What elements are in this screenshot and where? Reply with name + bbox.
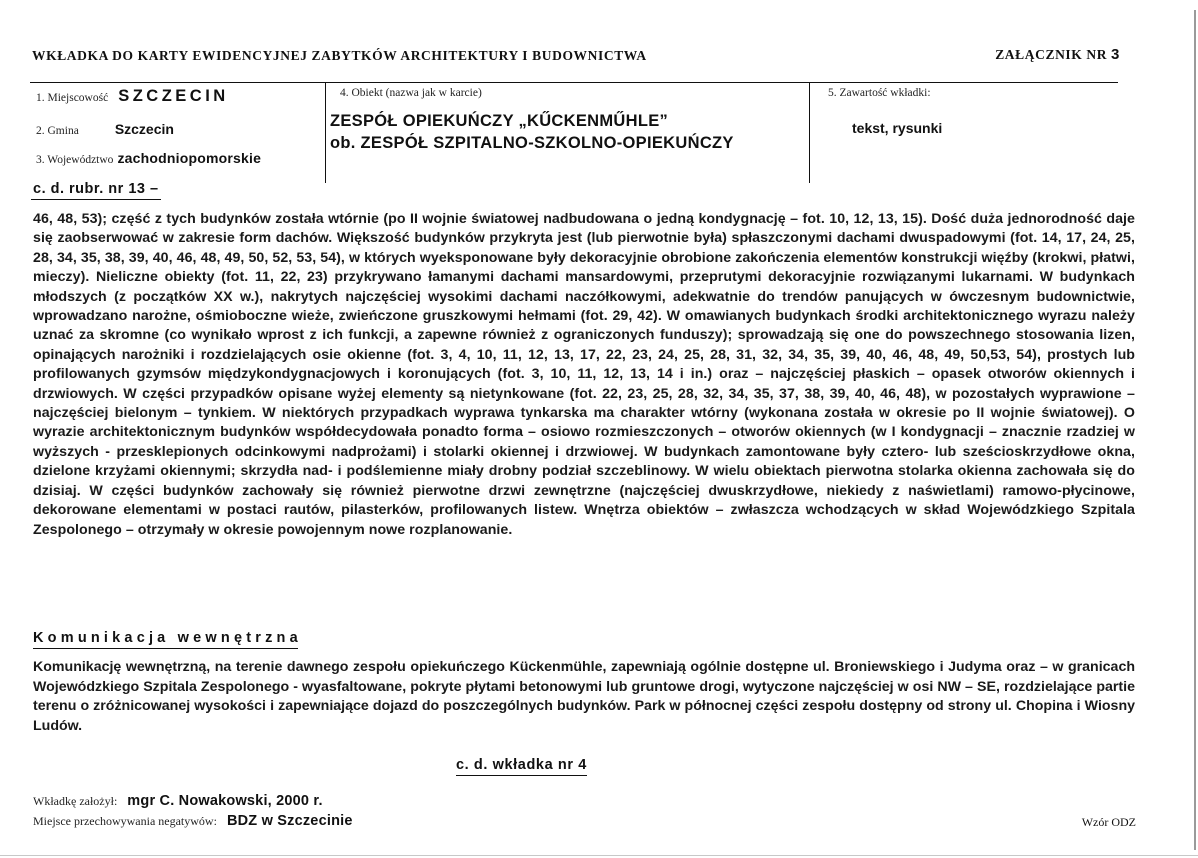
author-label: Wkładkę założył: xyxy=(33,794,118,808)
object-name-line-2: ob. ZESPÓŁ SZPITALNO-SZKOLNO-OPIEKUŃCZY xyxy=(330,134,734,152)
contents-column xyxy=(810,83,1118,183)
annex-text: ZAŁĄCZNIK NR xyxy=(995,47,1108,62)
object-label: 4. Obiekt (nazwa jak w karcie) xyxy=(340,87,482,99)
voivodeship-row xyxy=(36,150,261,168)
commune-value: Szczecin xyxy=(114,121,174,137)
body-paragraph: 46, 48, 53); część z tych budynków została wtórnie (po II wojnie światowej nadbudowana o jedną kondygnację – fot. 10, 12, 13, 15). Dość duża jednorodność daje się zaobserwować w zakresie form dachów. Większość budynków przykryta jest (lub pierwotnie była) spłaszczonymi dachami dwuspadowymi (fot. 14, 17, 24, 25, 28, 34, 35, 38, 39, 40, 46, 48, 49, 50, 52, 53, 54), w których wyeksponowane były dekoracyjnie obrobione zakończenia elementów konstrukcji więźby (krokwi, płatwi, mieczy). Nieliczne obiekty (fot. 11, 22, 23) przykrywano łamanymi dachami mansardowymi, przeprutymi dekoracyjnie rozwiązanymi lukarnami. W budynkach młodszych (z początków XX w.), nakrytych najczęściej wysokimi dachami naczółkowymi, adekwatnie do trendów panujących w ówczesnym budownictwie, wprowadzano narożne, ośmioboczne wieże, zwieńczone gruszkowymi hełmami (fot. 29, 42). W omawianych budynkach środki architektonicznego wyrazu należy uznać za skromne (co wynikało wprost z ich funkcji, a zapewne również z ograniczonych funduszy); sprowadzają się one do powszechnego stosowania lizen, opinających narożniki i rozdzielających osie okienne (fot. 3, 4, 10, 11, 12, 13, 17, 22, 23, 24, 25, 28, 31, 32, 34, 35, 39, 40, 46, 48, 49, 50,53, 54), prostych lub profilowanych gzymsów międzykondygnacjowych i koronujących (fot. 3, 10, 11, 12, 13, 14 i in.) oraz – najczęściej płaskich – opasek otworów okiennych i drzwiowych. W części przypadków opisane wyżej elementy są nietynkowane (fot. 22, 23, 25, 28, 32, 34, 35, 37, 38, 39, 40, 46, 48), w pozostałych wyprawione – najczęściej bielonym – tynkiem. W niektórych przypadkach wyprawa tynkarska ma charakter wtórny (wykonana została w okresie po II wojnie światowej). O wyrazie architektonicznym budynków współdecydowała ponadto forma – osiowo rozmieszczonych – otworów okiennych (w I kondygnacji – znacznie rzadziej w wyższych - przesklepionych odcinkowymi nadprożami) i stolarki okiennej i drzwiowej. W budynkach zamontowane były cztero- lub sześcioskrzydłowe okna, dzielone krzyżami okiennymi; skrzydła nad- i podślemienne miały drobny podział szczeblinowy. W wielu obiektach pierwotna stolarka okienna zachowała się do dzisiaj. W części budynków zachowały się również pierwotne drzwi zewnętrzne (najczęściej dwuskrzydłowe, niekiedy z naświetlami) ramowo-płycinowe, dekorowane elementami w postaci rautów, pilasterków, profilowanych listew. Wnętrza obiektów – zwłaszcza wchodzących w skład Wojewódzkiego Szpitala Zespolonego – otrzymały w okresie powojennym nowe rozplanowanie. xyxy=(33,211,1135,538)
contents-label: 5. Zawartość wkładki: xyxy=(828,87,931,99)
locality-label: 1. Miejscowość xyxy=(36,92,109,104)
storage-row xyxy=(33,812,353,830)
storage-label: Miejsce przechowywania negatywów: xyxy=(33,814,217,828)
commune-label: 2. Gmina xyxy=(36,125,79,137)
voivodeship-label: 3. Województwo xyxy=(36,154,114,166)
annex-label xyxy=(995,46,1120,63)
storage-value: BDZ w Szczecinie xyxy=(226,813,353,829)
object-name-line-1: ZESPÓŁ OPIEKUŃCZY „KŰCKENMŰHLE” xyxy=(330,112,669,130)
continuation-footer: c. d. wkładka nr 4 xyxy=(456,757,587,773)
locality-row xyxy=(36,87,229,106)
contents-value: tekst, rysunki xyxy=(852,120,943,136)
object-name xyxy=(330,110,734,154)
section-heading: Komunikacja wewnętrzna xyxy=(33,630,302,646)
location-column xyxy=(30,83,326,183)
author-row xyxy=(33,792,323,810)
section-paragraph: Komunikację wewnętrzną, na terenie dawnego zespołu opiekuńczego Kückenmühle, zapewniają ogólnie dostępne ul. Broniewskiego i Judyma oraz – w granicach Wojewódzkiego Szpitala Zespolonego - wyasfaltowane, pokryte płytami betonowymi lub gruntowe drogi, wytyczone najczęściej w osi NW – SE, rozdzielające partie terenu o zróżnicowanej wysokości i zapewniające dojazd do poszczególnych budynków. Park w północnej części zespołu dostępny od strony ul. Chopina i Wiosny Ludów. xyxy=(33,659,1135,734)
voivodeship-value: zachodniopomorskie xyxy=(117,150,262,166)
continuation-heading: c. d. rubr. nr 13 – xyxy=(33,181,159,197)
template-label: Wzór ODZ xyxy=(1081,815,1136,829)
locality-value: SZCZECIN xyxy=(118,87,229,105)
document-title: WKŁADKA DO KARTY EWIDENCYJNEJ ZABYTKÓW ARCHITEKTURY I BUDOWNICTWA xyxy=(32,48,647,63)
info-table xyxy=(30,82,1118,183)
page-edge-bottom xyxy=(0,855,1198,856)
annex-number: 3 xyxy=(1111,46,1120,63)
author-value: mgr C. Nowakowski, 2000 r. xyxy=(127,793,323,809)
object-column xyxy=(326,83,810,183)
commune-row xyxy=(36,121,174,139)
page-edge-right xyxy=(1194,10,1196,850)
